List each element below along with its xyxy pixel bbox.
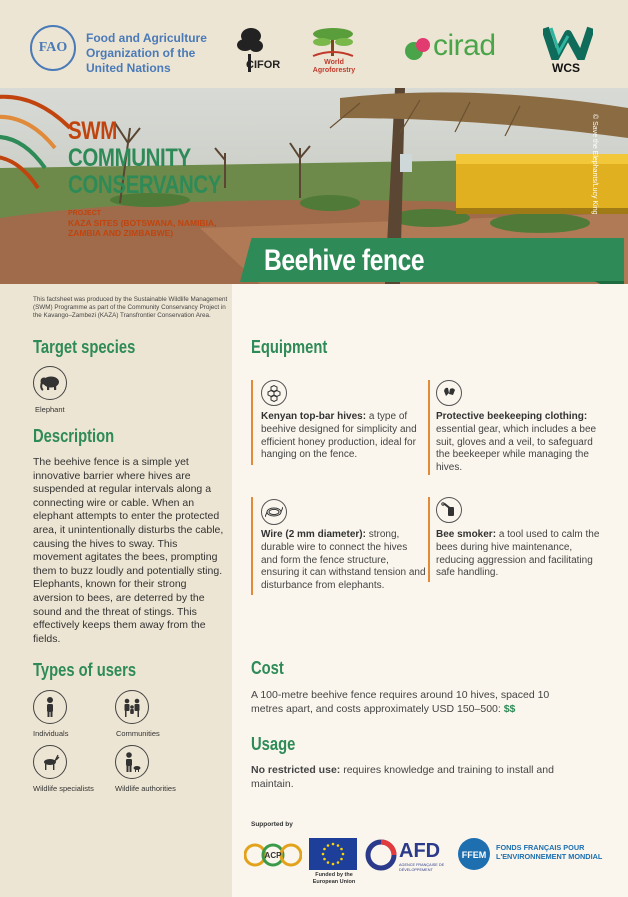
fao-logo: FAO <box>30 25 76 71</box>
acp-logo <box>244 837 302 873</box>
user-type-label: Communities <box>116 729 160 738</box>
eu-caption: Funded by the European Union <box>312 872 356 885</box>
equipment-name: Wire (2 mm diameter): <box>261 529 366 540</box>
afd-text: AFD <box>399 840 441 862</box>
species-label: Elephant <box>35 405 65 414</box>
equipment-divider <box>428 497 430 582</box>
equipment-desc: a tool used to calm the bees during hive maintenance, reducing aggression and facilitating safe handling. <box>436 529 600 579</box>
usage-text <box>251 763 591 791</box>
description-heading: Description <box>33 426 115 446</box>
project-label: PROJECT <box>68 210 102 217</box>
equipment-item <box>261 411 426 462</box>
page-header <box>0 0 628 88</box>
project-sites-text: KAZA SITES (BOTSWANA, NAMIBIA, ZAMBIA AND ZIMBABWE) <box>68 218 217 238</box>
equipment-divider <box>251 380 253 465</box>
eu-stars-icon <box>309 838 357 870</box>
cost-rating: $$ <box>503 703 516 715</box>
equipment-item <box>436 411 606 475</box>
afd-caption: AGENCE FRANÇAISE DE DÉVELOPPEMENT <box>399 863 445 872</box>
wcs-text: WCS <box>552 61 580 75</box>
usage-description: requires knowledge and training to install and maintain. <box>251 764 554 790</box>
equipment-desc: a type of beehive designed for simplicity and efficient honey production, ideal for hanging on the fence. <box>261 411 417 461</box>
user-type-label: Wildlife authorities <box>115 784 176 793</box>
swm-project-title <box>68 118 221 199</box>
cost-heading: Cost <box>251 658 284 678</box>
ffem-logo-icon <box>456 836 492 872</box>
individual-icon <box>33 690 67 724</box>
wire-coil-icon <box>261 499 287 525</box>
project-sites <box>68 209 218 238</box>
cost-text <box>251 688 581 716</box>
bee-smoker-icon <box>436 497 462 523</box>
equipment-item <box>436 529 606 580</box>
ffem-mark: FFEM <box>461 850 487 860</box>
community-icon <box>115 690 149 724</box>
equipment-desc: essential gear, which includes a bee suit, gloves and a veil, to safeguard the beekeeper while managing the hives. <box>436 423 597 474</box>
honeycomb-icon <box>261 380 287 406</box>
user-type-label: Individuals <box>33 729 69 738</box>
cirad-mark-icon <box>404 37 430 61</box>
eu-flag <box>309 838 357 870</box>
cost-description: A 100-metre beehive fence requires around 10 hives, spaced 10 metres apart, and costs approximately USD 150–500: <box>251 689 550 715</box>
swm-title-line3: CONSERVANCY <box>68 171 222 199</box>
fao-name: Food and Agriculture Organization of the United Nations <box>86 31 207 75</box>
cifor-text: CIFOR <box>246 59 281 71</box>
description-text: The beehive fence is a simple yet innovative barrier where hives are suspended at regular intervals along a connecting wire or cable. When an elephant attempts to enter the protected area, it unintentionally disturbs the cable, causing the hives to sway. This movement agitates the bees, prompting them to buzz loudly and potentially sting. Elephants, known for their strong aversion to bees, are deterred by the sound and the threat of stings. This effectively keeps them away from the fields. <box>33 456 224 645</box>
world-agroforestry-text: World Agroforestry <box>312 59 356 74</box>
ffem-text: FONDS FRANÇAIS POUR L'ENVIRONNEMENT MONDIAL <box>496 843 603 861</box>
acp-text: ACP <box>264 851 282 860</box>
equipment-name: Protective beekeeping clothing: <box>436 411 588 422</box>
equipment-divider <box>251 497 253 595</box>
user-type-label: Wildlife specialists <box>33 784 94 793</box>
afd-ring-icon <box>364 838 398 872</box>
swm-title-line2: COMMUNITY <box>68 144 191 172</box>
equipment-heading: Equipment <box>251 337 328 357</box>
equipment-desc: strong, durable wire to connect the hives and form the fence structure, ensuring it can withstand tension and disturbance from elephants. <box>261 529 426 592</box>
elephant-icon <box>33 366 67 400</box>
cirad-text: cirad <box>433 29 496 62</box>
swm-title-line1: SWM <box>68 117 117 145</box>
equipment-name: Kenyan top-bar hives: <box>261 411 367 422</box>
gloves-icon <box>436 380 462 406</box>
photo-credit: © Save the Elephants/Lucy King <box>591 114 598 215</box>
equipment-item <box>261 529 426 593</box>
target-species-heading: Target species <box>33 337 136 357</box>
usage-heading: Usage <box>251 734 296 754</box>
wildlife-authority-icon <box>115 745 149 779</box>
intro-note: This factsheet was produced by the Sustainable Wildlife Management (SWM) Programme as part of the Community Conservancy Project in the Kavango–Zambezi (KAZA) Transfrontier Conservation Area. <box>33 296 228 319</box>
types-of-users-heading: Types of users <box>33 660 137 680</box>
supported-by-label: Supported by <box>251 821 293 828</box>
page-title: Beehive fence <box>264 244 425 277</box>
equipment-name: Bee smoker: <box>436 529 497 540</box>
usage-label: No restricted use: <box>251 764 341 776</box>
equipment-divider <box>428 380 430 475</box>
wcs-logo <box>543 26 593 60</box>
wildlife-specialist-icon <box>33 745 67 779</box>
